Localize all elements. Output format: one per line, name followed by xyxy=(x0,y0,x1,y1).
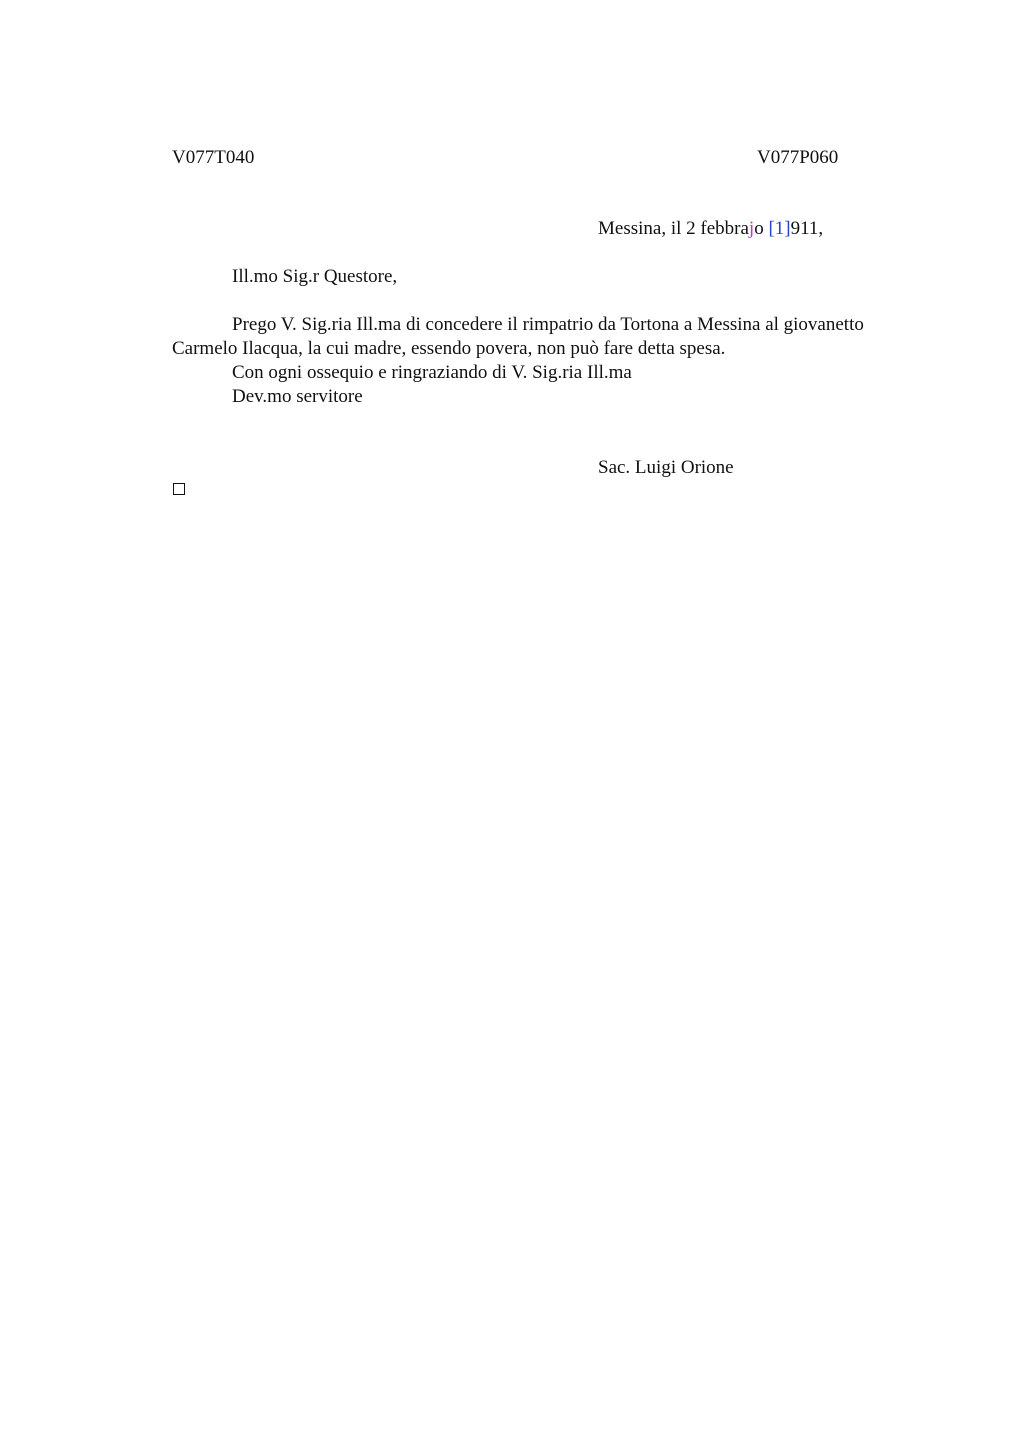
date-prefix: Messina, il 2 febbra xyxy=(598,218,749,239)
letter-paragraph-1-line-2: Carmelo Ilacqua, la cui madre, essendo povera, non può fare detta spesa. xyxy=(172,338,726,359)
letter-paragraph-3: Dev.mo servitore xyxy=(232,386,363,407)
date-highlight-j: j xyxy=(748,218,755,239)
document-code-left: V077T040 xyxy=(172,147,255,168)
date-suffix: 911, xyxy=(790,218,824,239)
date-bracket-open: [ xyxy=(768,218,775,239)
document-code-right: V077P060 xyxy=(757,147,839,168)
checkbox-square-icon xyxy=(173,483,185,495)
date-bracket-close: ] xyxy=(784,218,791,239)
letter-date xyxy=(598,217,823,241)
letter-salutation: Ill.mo Sig.r Questore, xyxy=(232,266,398,287)
letter-paragraph-2: Con ogni ossequio e ringraziando di V. Sig.ria Ill.ma xyxy=(232,362,632,383)
letter-paragraph-1-line-1: Prego V. Sig.ria Ill.ma di concedere il rimpatrio da Tortona a Messina al giovanetto xyxy=(232,314,864,335)
letter-signature: Sac. Luigi Orione xyxy=(598,457,734,478)
date-bracket-digit: 1 xyxy=(774,218,785,239)
date-o: o xyxy=(754,218,769,239)
